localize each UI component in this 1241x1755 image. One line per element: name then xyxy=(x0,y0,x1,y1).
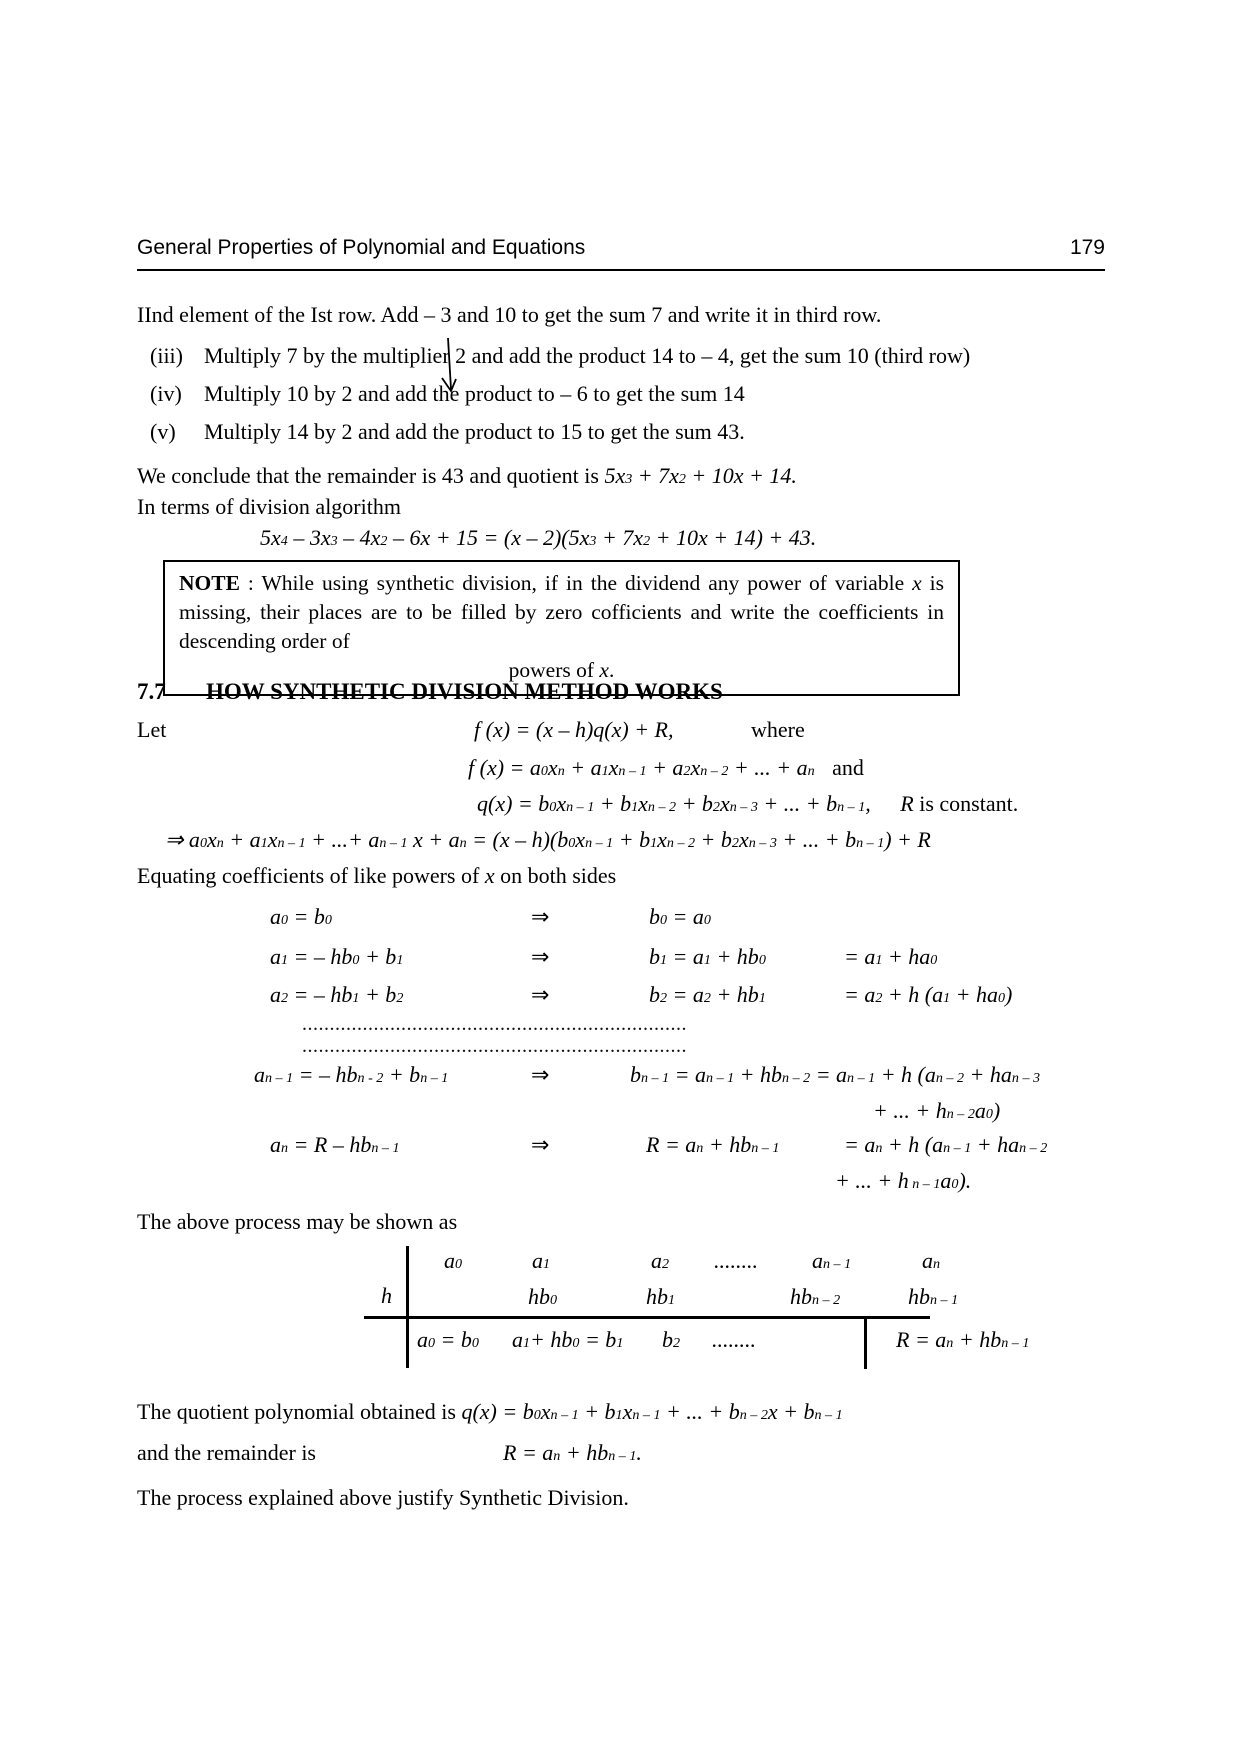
implies-line: ⇒ $a_0x^n + a_1x^{n - 1}$ + ...+ $a_{n - 1}$ $x + a_n = (x - h)(b_0x^{n - 1} + b_1x^{n - 2} + b_2x^{n - 3}$ + ... + $b_{n - 1}) + R$ xyxy=(165,827,931,852)
table-remainder-vertical-rule xyxy=(864,1316,867,1369)
coeff-row-n-rhs: $R = a_n + hb_{n - 1}$ xyxy=(646,1132,780,1157)
page-number: 179 xyxy=(1069,236,1105,259)
quotient-line xyxy=(137,1397,1131,1427)
step-iii-text: Multiply 7 by the multiplier 2 and add the product 14 to – 4, get the sum 10 (third row) xyxy=(204,343,971,368)
table-bottom-b2: $b_2$ xyxy=(662,1327,681,1352)
quotient-lead: The quotient polynomial obtained is xyxy=(137,1399,462,1424)
table-top-a1: $a_1$ xyxy=(532,1248,551,1273)
coeff-row-2-lhs: $a_2$ = – $hb_1 + b_2$ xyxy=(270,982,404,1007)
coeff-row-n-cont-math: + ... + h $^{n - 1}a_0$). xyxy=(835,1168,972,1193)
let-tail: where xyxy=(751,717,805,742)
coeff-row-n1 xyxy=(0,1062,1241,1098)
quotient-math: $q(x) = b_0x^{n - 1} + b_1x^{n - 1}$ + ... + $b_{n - 2}x + b_{n - 1}$ xyxy=(461,1399,843,1424)
table-multiplier: h xyxy=(381,1283,392,1308)
note-box xyxy=(163,560,960,696)
section-heading xyxy=(137,679,1131,705)
table-horizontal-rule xyxy=(364,1316,930,1319)
note-text: : While using synthetic division, if in the dividend any power of variable x is missing, their places are to be filled by zero cofficients and write the coefficients in descending order of xyxy=(179,571,944,653)
let-math: f (x) = (x – h)q(x) + R, xyxy=(474,717,674,742)
table-top-a2: $a_2$ xyxy=(651,1248,670,1273)
section-number: 7.7 xyxy=(137,679,166,704)
table-left-vertical-rule xyxy=(406,1246,409,1368)
coeff-row-1-lhs: $a_1$ = – $hb_0 + b_1$ xyxy=(270,944,404,969)
step-iii-label: (iii) xyxy=(150,343,183,368)
step-iv-text: Multiply 10 by 2 and add the product to – 6 to get the sum 14 xyxy=(204,381,745,406)
step-iii xyxy=(150,341,1131,371)
coeff-row-0 xyxy=(0,904,1241,940)
coeff-row-n-lhs: $a_n = R - hb_{n - 1}$ xyxy=(270,1132,400,1157)
table-top-a0: $a_0$ xyxy=(444,1248,463,1273)
note-last-line: powers of x. xyxy=(508,658,615,682)
coeff-row-1 xyxy=(0,944,1241,980)
table-bottom-dots: ........ xyxy=(712,1327,756,1352)
coeff-row-2-extra: = $a_2 + h$ $(a_1 + ha_0)$ xyxy=(844,982,1013,1007)
process-intro: The above process may be shown as xyxy=(137,1209,458,1234)
implies-icon: ⇒ xyxy=(531,904,550,929)
table-mid-hbn1: $hb_{n - 1}$ xyxy=(908,1284,959,1309)
table-mid-hb0: $hb_0$ xyxy=(528,1284,558,1309)
conclusion-math: $5x^3 + 7x^2 + 10x + 14$. xyxy=(604,463,797,488)
implies-icon: ⇒ xyxy=(531,1132,550,1157)
equating-line: Equating coefficients of like powers of x on both sides xyxy=(137,863,617,888)
let-line xyxy=(0,717,1241,751)
table-top-an1: $a_{n - 1}$ xyxy=(812,1248,852,1273)
intro-paragraph: IInd element of the Ist row. Add – 3 and 10 to get the sum 7 and write it in third row. xyxy=(137,302,882,327)
step-iv-label: (iv) xyxy=(150,381,182,406)
table-bottom-b0: $a_0 = b_0$ xyxy=(417,1327,479,1352)
qx-line xyxy=(477,791,1018,817)
coeff-row-n1-continuation xyxy=(0,1098,1241,1134)
division-equation: $5x^4 - 3x^3 - 4x^2 - 6x + 15 = (x - 2)(5x^3 + 7x^2 + 10x + 14) + 43$. xyxy=(260,525,817,550)
ellipsis-line-2: ...................................................................... xyxy=(302,1035,687,1057)
page-header xyxy=(137,236,1105,271)
remainder-line xyxy=(0,1440,1241,1474)
table-top-an: $a_n$ xyxy=(922,1248,941,1273)
conclusion-line xyxy=(137,461,1131,491)
division-intro: In terms of division algorithm xyxy=(137,494,401,519)
coeff-row-0-rhs: $b_0 = a_0$ xyxy=(649,904,711,929)
qx-tail: R is constant. xyxy=(900,791,1019,816)
step-v-label: (v) xyxy=(150,419,176,444)
implies-icon: ⇒ xyxy=(531,944,550,969)
table-bottom-b1: $a_1+ hb_0 = b_1$ xyxy=(512,1327,624,1352)
coeff-row-2-rhs: $b_2 = a_2 + hb_1$ xyxy=(649,982,766,1007)
closing-line: The process explained above justify Synthetic Division. xyxy=(137,1485,629,1510)
let-lead: Let xyxy=(137,717,167,742)
implies-icon: ⇒ xyxy=(531,1062,550,1087)
coeff-row-n1-lhs: $a_{n - 1}$ = – $hb_{n - 2} + b_{n - 1}$ xyxy=(254,1062,449,1087)
coeff-row-n xyxy=(0,1132,1241,1168)
fx-math: f $(x) = a_0x^n + a_1x^{n - 1} + a_2x^{n - 2}$ + ... + $a_n$ xyxy=(468,755,815,780)
page-header-title: General Properties of Polynomial and Equations xyxy=(137,236,586,259)
qx-math: $q(x) = b_0x^{n - 1} + b_1x^{n - 2} + b_2x^{n - 3}$ + ... + $b_{n - 1}$, xyxy=(477,791,871,816)
remainder-math: $R = a_n + hb_{n - 1}$. xyxy=(503,1440,642,1465)
coeff-row-n1-rhs: $b_{n - 1} = a_{n - 1} + hb_{n - 2} = a_{n - 1} + h$ ($a_{n - 2} + ha_{n - 3}$ xyxy=(630,1062,1041,1087)
fx-line xyxy=(468,755,864,781)
section-title: HOW SYNTHETIC DIVISION METHOD WORKS xyxy=(206,679,723,704)
remainder-lead: and the remainder is xyxy=(137,1440,316,1465)
coeff-row-1-rhs: $b_1 = a_1 + hb_0$ xyxy=(649,944,766,969)
down-arrow-annotation xyxy=(437,337,465,405)
table-mid-hb1: $hb_1$ xyxy=(646,1284,676,1309)
table-bottom-remainder: $R = a_n + hb_{n - 1}$ xyxy=(896,1327,1030,1352)
ellipsis-line-1: ...................................................................... xyxy=(302,1013,687,1035)
coeff-row-n-continuation xyxy=(0,1168,1241,1204)
conclusion-lead: We conclude that the remainder is 43 and quotient is xyxy=(137,463,605,488)
fx-tail: and xyxy=(832,755,864,780)
step-iv xyxy=(150,379,1131,409)
step-v xyxy=(150,417,1131,447)
implies-icon: ⇒ xyxy=(531,982,550,1007)
step-v-text: Multiply 14 by 2 and add the product to 15 to get the sum 43. xyxy=(204,419,745,444)
coeff-row-1-extra: = $a_1 + ha_0$ xyxy=(844,944,938,969)
table-mid-hbn2: $hb_{n - 2}$ xyxy=(790,1284,841,1309)
table-top-dots: ........ xyxy=(714,1248,758,1273)
coeff-row-0-lhs: $a_0 = b_0$ xyxy=(270,904,332,929)
note-label: NOTE xyxy=(179,571,240,595)
coeff-row-n1-cont-math: + ... + $h^{n - 2}a_0$) xyxy=(873,1098,1001,1123)
coeff-row-n-extra: = $a_n + h$ ($a_{n - 1} + ha_{n - 2}$ xyxy=(844,1132,1048,1157)
